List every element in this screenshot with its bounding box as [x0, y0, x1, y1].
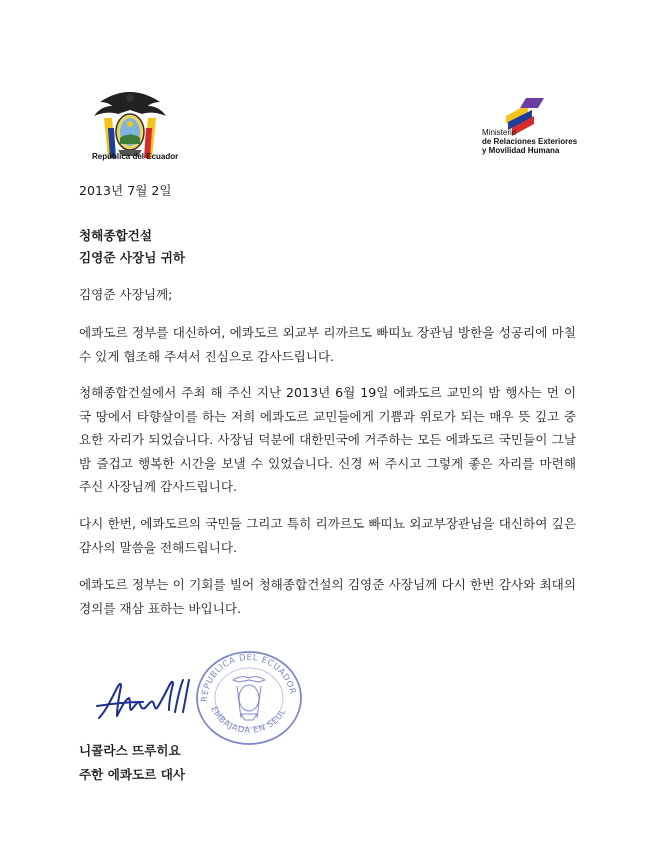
signature-icon: [95, 672, 193, 722]
salutation: 김영준 사장님께;: [79, 287, 173, 302]
signer-name: 니콜라스 뜨루히요: [79, 743, 181, 758]
ministry-name: [482, 128, 577, 155]
recipient-name: 김영준 사장님 귀하: [79, 250, 186, 265]
paragraph-3: 다시 한번, 에콰도르의 국민들 그리고 특히 리까르도 빠띠뇨 외교부장관님을 대신하여 깊은 감사의 말씀을 전해드립니다.: [79, 516, 576, 555]
country-label: República del Ecuador: [92, 152, 179, 161]
letter-date: 2013년 7월 2일: [79, 183, 172, 198]
embassy-seal-icon: [193, 646, 305, 746]
ministry-line-1: Ministerio: [482, 128, 517, 137]
ministry-line-2: de Relaciones Exteriores: [482, 137, 578, 146]
seal-bottom-text: EMBAJADA EN SEUL: [208, 705, 289, 736]
recipient-company: 청해종합건설: [79, 228, 152, 243]
paragraph-1: 에콰도르 정부를 대신하여, 에콰도르 외교부 리까르도 빠띠뇨 장관님 방한을 성공리에 마칠 수 있게 협조해 주셔서 진심으로 감사드립니다.: [79, 325, 576, 364]
signer-title: 주한 에콰도르 대사: [79, 767, 186, 782]
paragraph-4: 에콰도르 정부는 이 기회를 빌어 청해종합건설의 김영준 사장님께 다시 한번 감사와 최대의 경의를 재삼 표하는 바입니다.: [79, 577, 576, 616]
seal-top-text: REPUBLICA DEL ECUADOR: [199, 652, 298, 703]
paragraph-2: 청해종합건설에서 주최 해 주신 지난 2013년 6월 19일 에콰도르 교민의 밤 행사는 먼 이국 땅에서 타향살이를 하는 저희 에콰도르 교민들에게 기쁨과 위로가 되는 매우 뜻 깊고 중요한 자리가 되었습니다. 사장님 덕분에 대한민국에 거주하는 모든 에콰도르 국민들이 그날 밤 즐겁고 행복한 시간을 보낼 수 있었습니다. 신경 써 주시고 그렇게 좋은 자리를 마련해 주신 사장님께 감사드립니다.: [79, 385, 576, 494]
ministry-line-3: y Movilidad Humana: [482, 146, 560, 155]
